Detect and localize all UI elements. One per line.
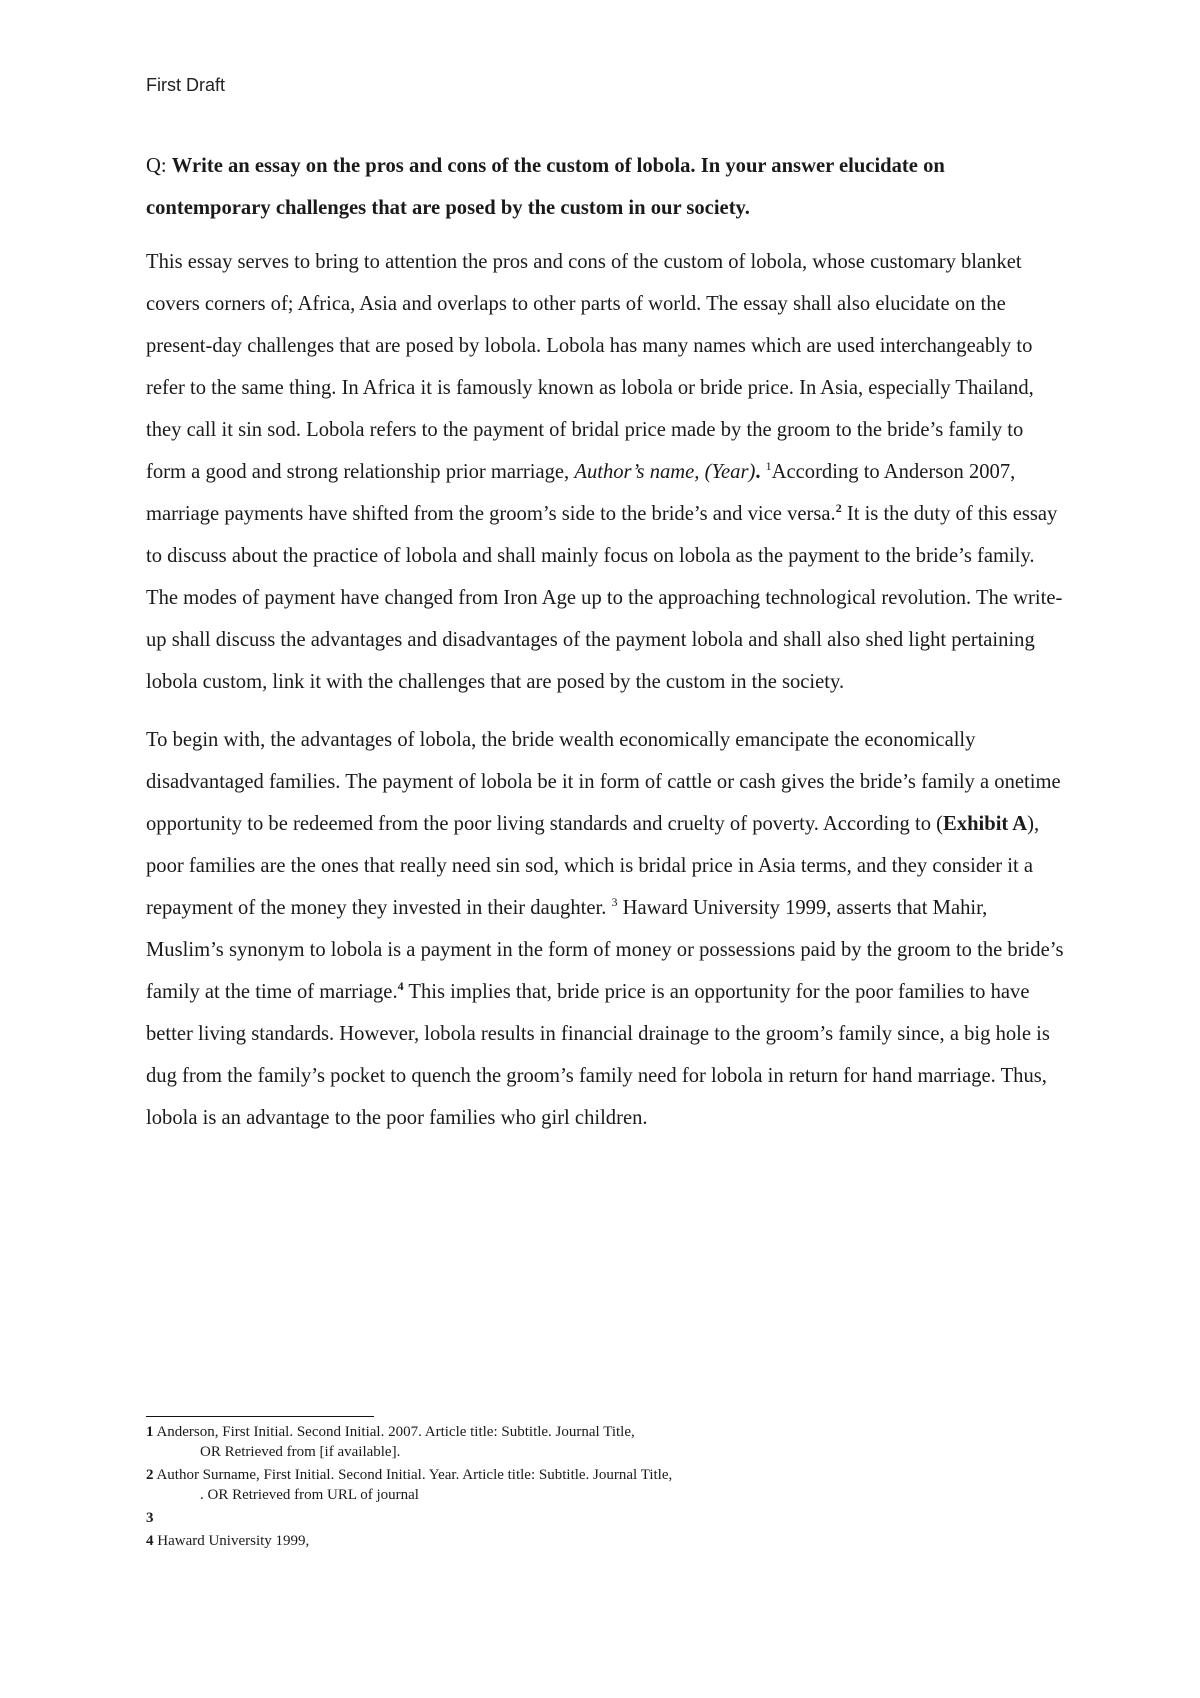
question-text: Write an essay on the pros and cons of the custom of lobola. In your answer elucidate on contemporary challenges that are posed by the custom in our society. [146, 155, 945, 219]
footnote-ref-4[interactable]: 4 [397, 979, 404, 994]
footnote-separator [146, 1416, 374, 1417]
footnote-text: Anderson, First Initial. Second Initial. 2007. Article title: Subtitle. Journal Title, [156, 1424, 635, 1440]
footnote-ref-3[interactable]: 3 [611, 895, 618, 910]
footnote-number: 3 [146, 1510, 154, 1526]
citation-period: . [755, 461, 766, 483]
paragraph-text: This implies that, bride price is an opportunity for the poor families to have better living standards. However, lobola results in financial drainage to the groom’s family since, a big hole is dug from the family’s pocket to quench the groom’s family need for lobola in return for hand marriage. Thus, lobola is an advantage to the poor families who girl children. [146, 981, 1050, 1129]
footnote-text: Author Surname, First Initial. Second Initial. Year. Article title: Subtitle. Journal Title, [156, 1467, 673, 1483]
footnote-number: 4 [146, 1533, 154, 1549]
footnote-number: 2 [146, 1467, 154, 1483]
paragraph-intro [146, 241, 1064, 703]
paragraph-text: ), poor families are the ones that really need sin sod, which is bridal price in Asia terms, and they consider it a repayment of the money they invested in their daughter. [146, 813, 1040, 919]
paragraph-text: This essay serves to bring to attention the pros and cons of the custom of lobola, whose customary blanket covers corners of; Africa, Asia and overlaps to other parts of world. The essay shall also elucidate on the present-day challenges that are posed by lobola. Lobola has many names which are used interchangeably to refer to the same thing. In Africa it is famously known as lobola or bride price. In Asia, especially Thailand, they call it sin sod. Lobola refers to the payment of bridal price made by the groom to the bride’s family to form a good and strong relationship prior marriage, [146, 251, 1034, 483]
footnote-ref-1[interactable]: 1 [765, 459, 772, 474]
question-label: Q: [146, 155, 167, 177]
footnote-ref-2[interactable]: 2 [835, 501, 842, 516]
footnote-2 [146, 1465, 1046, 1505]
footnotes [146, 1422, 1046, 1554]
exhibit-reference: Exhibit A [943, 813, 1028, 835]
footnote-3 [146, 1508, 1046, 1528]
footnote-4 [146, 1531, 1046, 1551]
paragraph-text: To begin with, the advantages of lobola, the bride wealth economically emancipate the economically disadvantaged families. The payment of lobola be it in form of cattle or cash gives the bride’s family a onetime opportunity to be redeemed from the poor living standards and cruelty of poverty. According to ( [146, 729, 1061, 835]
page-header: First Draft [146, 75, 225, 95]
footnote-1 [146, 1422, 1046, 1462]
paragraph-text: Haward University 1999, asserts that Mahir, Muslim’s synonym to lobola is a payment in the form of money or possessions paid by the groom to the bride’s family at the time of marriage. [146, 897, 1064, 1003]
paragraph-advantages [146, 719, 1064, 1139]
footnote-continuation: . OR Retrieved from URL of journal [200, 1487, 419, 1503]
footnote-text: Haward University 1999, [157, 1533, 310, 1549]
question [146, 145, 1064, 229]
paragraph-text: It is the duty of this essay to discuss about the practice of lobola and shall mainly focus on lobola as the payment to the bride’s family. The modes of payment have changed from Iron Age up to the approaching technological revolution. The write-up shall discuss the advantages and disadvantages of the payment lobola and shall also shed light pertaining lobola custom, link it with the challenges that are posed by the custom in the society. [146, 503, 1063, 693]
citation-placeholder: Author’s name, (Year) [574, 461, 756, 483]
footnote-number: 1 [146, 1424, 154, 1440]
paragraph-text: According to Anderson 2007, marriage payments have shifted from the groom’s side to the bride’s and vice versa. [146, 461, 1016, 525]
footnote-continuation: OR Retrieved from [if available]. [200, 1444, 401, 1460]
document-body [146, 145, 1064, 1155]
